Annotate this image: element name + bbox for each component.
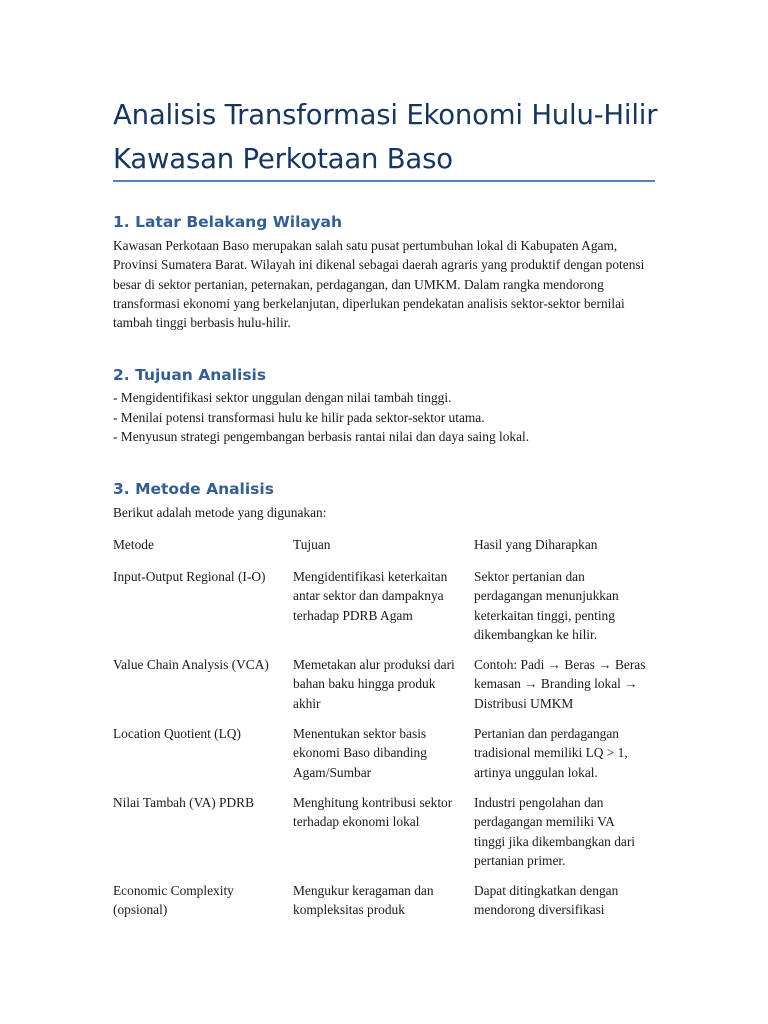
tujuan-list [113,388,658,447]
section-heading-metode: 3. Metode Analisis [113,480,274,498]
section-heading-latar-belakang: 1. Latar Belakang Wilayah [113,213,343,231]
table-header-cell: Hasil yang Diharapkan [474,537,598,552]
tujuan-item: - Menyusun strategi pengembangan berbasis rantai nilai dan daya saing lokal. [113,429,530,444]
table-row [113,567,658,655]
table-header-row [113,534,658,567]
document-title: Analisis Transformasi Ekonomi Hulu-Hilir Kawasan Perkotaan Baso [113,99,658,175]
table-cell-hasil: Sektor pertanian dan perdagangan menunjukkan keterkaitan tinggi, penting dikembangkan ke hilir. [474,569,619,642]
table-cell-tujuan: Memetakan alur produksi dari bahan baku hingga produk akhir [293,657,455,711]
table-cell-metode: Nilai Tambah (VA) PDRB [113,794,255,810]
table-header-cell: Tujuan [293,537,331,552]
table-row [113,724,658,793]
title-underline [113,180,655,182]
table-cell-metode: Value Chain Analysis (VCA) [113,657,269,673]
latar-belakang-paragraph: Kawasan Perkotaan Baso merupakan salah satu pusat pertumbuhan lokal di Kabupaten Agam, Provinsi Sumatera Barat. Wilayah ini dikenal sebagai daerah agraris yang produktif dengan potensi besar di sektor pertanian, peternakan, perdagangan, dan UMKM. Dalam rangka mendorong transformasi ekonomi yang berkelanjutan, diperlukan pendekatan analisis sektor-sektor bernilai tambah tinggi berbasis hulu-hilir. [113,238,645,331]
table-cell-tujuan: Mengukur keragaman dan kompleksitas produk [293,883,434,918]
section-heading-tujuan: 2. Tujuan Analisis [113,366,267,384]
tujuan-item: - Menilai potensi transformasi hulu ke hilir pada sektor-sektor utama. [113,409,485,425]
table-cell-metode: Location Quotient (LQ) [113,726,241,742]
tujuan-item: - Mengidentifikasi sektor unggulan dengan nilai tambah tinggi. [113,390,452,405]
table-cell-metode: Economic Complexity (opsional) [113,883,234,918]
metode-intro: Berikut adalah metode yang digunakan: [113,505,327,520]
table-cell-tujuan: Mengidentifikasi keterkaitan antar sektor dan dampaknya terhadap PDRB Agam [293,569,448,623]
table-cell-metode: Input-Output Regional (I-O) [113,569,266,584]
table-cell-tujuan: Menghitung kontribusi sektor terhadap ekonomi lokal [293,794,453,830]
table-row [113,793,658,881]
table-cell-hasil: Contoh: Padi → Beras → Beras kemasan → Branding lokal → Distribusi UMKM [474,657,646,711]
table-cell-tujuan: Menentukan sektor basis ekonomi Baso dibanding Agam/Sumbar [293,726,427,780]
table-cell-hasil: Industri pengolahan dan perdagangan memiliki VA tinggi jika dikembangkan dari pertanian primer. [474,794,636,868]
table-row [113,881,658,931]
table-row [113,655,658,724]
methods-table [113,534,658,931]
table-cell-hasil: Pertanian dan perdagangan tradisional memiliki LQ > 1, artinya unggulan lokal. [474,726,628,780]
table-cell-hasil: Dapat ditingkatkan dengan mendorong diversifikasi [474,883,619,918]
table-header-cell: Metode [113,537,154,552]
